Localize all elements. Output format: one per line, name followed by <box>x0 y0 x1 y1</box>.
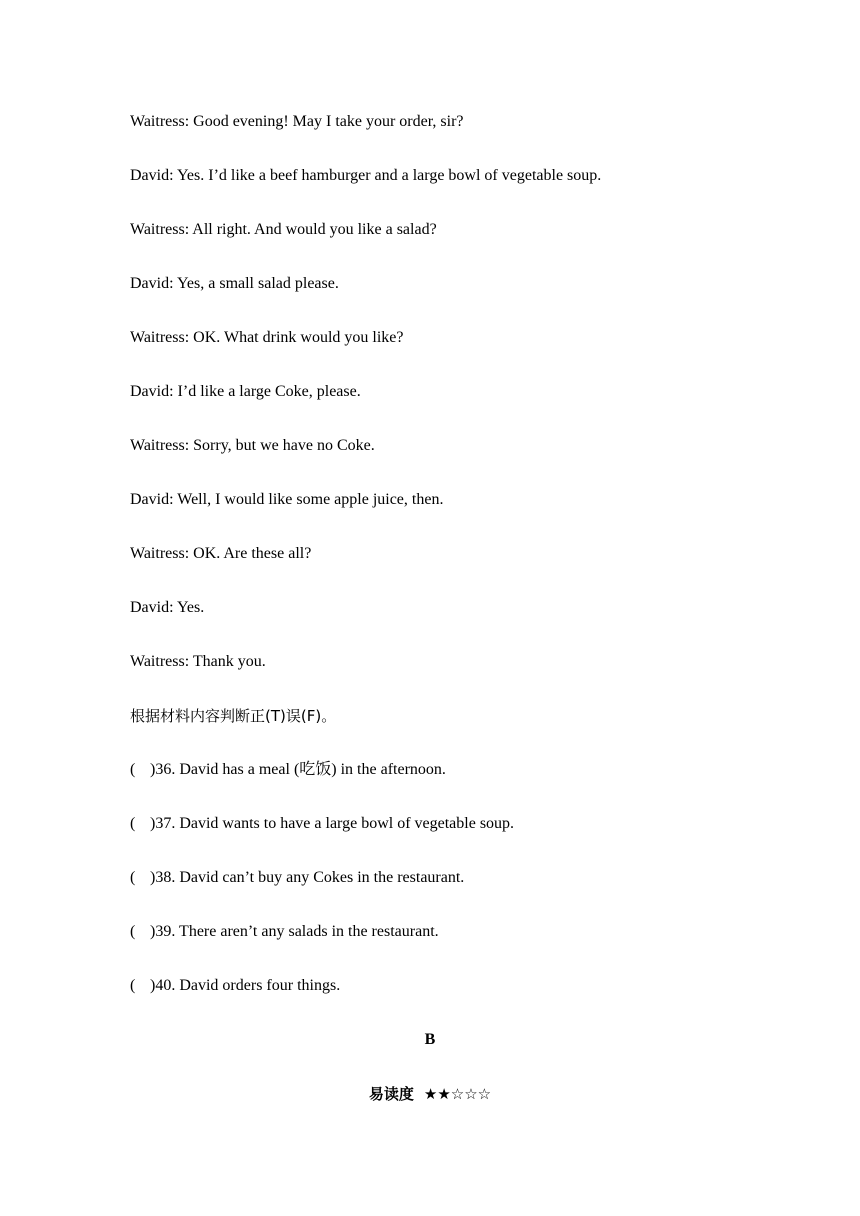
question-text: )36. David has a meal (吃饭) in the afternoon. <box>150 761 446 778</box>
instruction-text: 根据材料内容判断正(T)误(F)。 <box>130 707 337 725</box>
dialogue-line: Waitress: Sorry, but we have no Coke. <box>130 437 375 454</box>
question-item <box>130 814 514 834</box>
question-item <box>130 976 340 996</box>
dialogue-line: David: I’d like a large Coke, please. <box>130 383 361 400</box>
section-title: B <box>424 1031 436 1048</box>
answer-blank[interactable]: ( <box>130 761 136 778</box>
answer-blank[interactable]: ( <box>130 923 136 940</box>
question-item <box>130 868 464 888</box>
star-rating-icon: ★★☆☆☆ <box>423 1085 492 1103</box>
question-item <box>130 922 439 942</box>
dialogue-line: Waitress: OK. What drink would you like? <box>130 329 404 346</box>
dialogue-line: David: Yes. I’d like a beef hamburger and a large bowl of vegetable soup. <box>130 167 602 184</box>
question-text: )39. There aren’t any salads in the restaurant. <box>150 923 439 940</box>
dialogue-line: Waitress: Good evening! May I take your order, sir? <box>130 113 464 130</box>
difficulty-label: 易读度 <box>368 1085 414 1103</box>
dialogue-line: David: Well, I would like some apple juice, then. <box>130 491 444 508</box>
question-text: )38. David can’t buy any Cokes in the restaurant. <box>150 869 465 886</box>
dialogue-line: David: Yes, a small salad please. <box>130 275 339 292</box>
difficulty-rating <box>0 1084 860 1105</box>
question-text: )37. David wants to have a large bowl of vegetable soup. <box>150 815 515 832</box>
dialogue-line: Waitress: Thank you. <box>130 653 266 670</box>
dialogue-line: Waitress: All right. And would you like a salad? <box>130 221 437 238</box>
question-item <box>130 760 446 780</box>
answer-blank[interactable]: ( <box>130 869 136 886</box>
answer-blank[interactable]: ( <box>130 815 136 832</box>
answer-blank[interactable]: ( <box>130 977 136 994</box>
dialogue-line: David: Yes. <box>130 599 205 616</box>
question-text: )40. David orders four things. <box>150 977 341 994</box>
dialogue-line: Waitress: OK. Are these all? <box>130 545 312 562</box>
